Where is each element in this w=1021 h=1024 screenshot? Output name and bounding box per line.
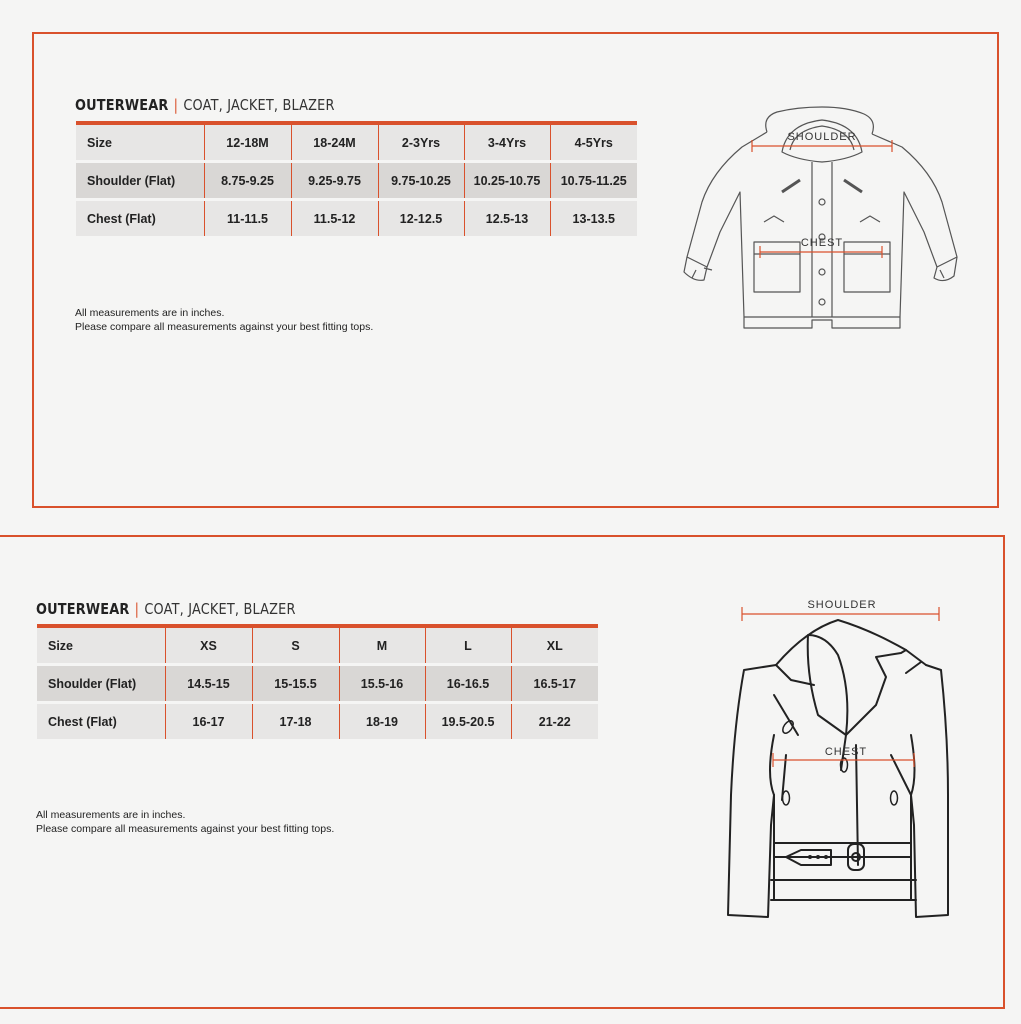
chest-label: CHEST — [824, 746, 868, 758]
table-header-cell: 2-3Yrs — [378, 123, 464, 162]
table-cell: 10.75-11.25 — [550, 162, 637, 200]
table-row — [76, 200, 637, 237]
table-cell: 12-12.5 — [378, 200, 464, 237]
chest-label: CHEST — [800, 237, 844, 249]
row-label: Chest (Flat) — [76, 200, 204, 237]
category-subtitle: COAT, JACKET, BLAZER — [144, 600, 296, 618]
table-cell: 19.5-20.5 — [425, 703, 511, 740]
category-subtitle: COAT, JACKET, BLAZER — [183, 96, 335, 114]
kids-parka-jacket-sketch-icon — [682, 92, 957, 332]
table-header-cell: 3-4Yrs — [464, 123, 550, 162]
table-cell: 21-22 — [511, 703, 598, 740]
table-header-cell: 12-18M — [204, 123, 291, 162]
table-cell: 12.5-13 — [464, 200, 550, 237]
section-heading — [75, 96, 335, 114]
note-line: Please compare all measurements against your best fitting tops. — [36, 823, 335, 835]
heading-divider: | — [173, 96, 179, 114]
table-header-cell: L — [425, 626, 511, 665]
table-cell: 15-15.5 — [252, 665, 339, 703]
table-cell: 16-16.5 — [425, 665, 511, 703]
table-cell: 14.5-15 — [165, 665, 252, 703]
shoulder-label: SHOULDER — [807, 599, 877, 611]
biker-leather-jacket-sketch-icon — [726, 595, 951, 917]
note-line: All measurements are in inches. — [36, 809, 186, 821]
shoulder-label: SHOULDER — [787, 131, 857, 143]
table-header-cell: 18-24M — [291, 123, 378, 162]
table-header-cell: XL — [511, 626, 598, 665]
table-cell: 18-19 — [339, 703, 425, 740]
table-cell: 9.75-10.25 — [378, 162, 464, 200]
table-cell: 15.5-16 — [339, 665, 425, 703]
table-header-cell: S — [252, 626, 339, 665]
measurement-notes — [75, 306, 373, 334]
table-header-cell: 4-5Yrs — [550, 123, 637, 162]
size-table — [37, 624, 598, 739]
table-cell: 11-11.5 — [204, 200, 291, 237]
size-chart-panel-kids — [32, 32, 999, 508]
table-header-cell: Size — [37, 626, 165, 665]
table-row — [37, 665, 598, 703]
row-label: Shoulder (Flat) — [76, 162, 204, 200]
table-cell: 17-18 — [252, 703, 339, 740]
table-header-cell: M — [339, 626, 425, 665]
table-row — [37, 703, 598, 740]
note-line: All measurements are in inches. — [75, 307, 225, 319]
size-table — [76, 121, 637, 236]
section-heading — [36, 600, 296, 618]
table-header-cell: XS — [165, 626, 252, 665]
table-header-row — [76, 123, 637, 162]
table-row — [76, 162, 637, 200]
table-header-cell: Size — [76, 123, 204, 162]
measurement-notes — [36, 808, 334, 836]
note-line: Please compare all measurements against your best fitting tops. — [75, 321, 374, 333]
heading-divider: | — [134, 600, 140, 618]
table-cell: 16.5-17 — [511, 665, 598, 703]
category-title: OUTERWEAR — [36, 600, 130, 618]
category-title: OUTERWEAR — [75, 96, 169, 114]
table-cell: 10.25-10.75 — [464, 162, 550, 200]
table-cell: 11.5-12 — [291, 200, 378, 237]
table-cell: 16-17 — [165, 703, 252, 740]
table-cell: 8.75-9.25 — [204, 162, 291, 200]
size-chart-panel-adult — [0, 535, 1005, 1009]
table-cell: 9.25-9.75 — [291, 162, 378, 200]
row-label: Shoulder (Flat) — [37, 665, 165, 703]
table-header-row — [37, 626, 598, 665]
row-label: Chest (Flat) — [37, 703, 165, 740]
table-cell: 13-13.5 — [550, 200, 637, 237]
